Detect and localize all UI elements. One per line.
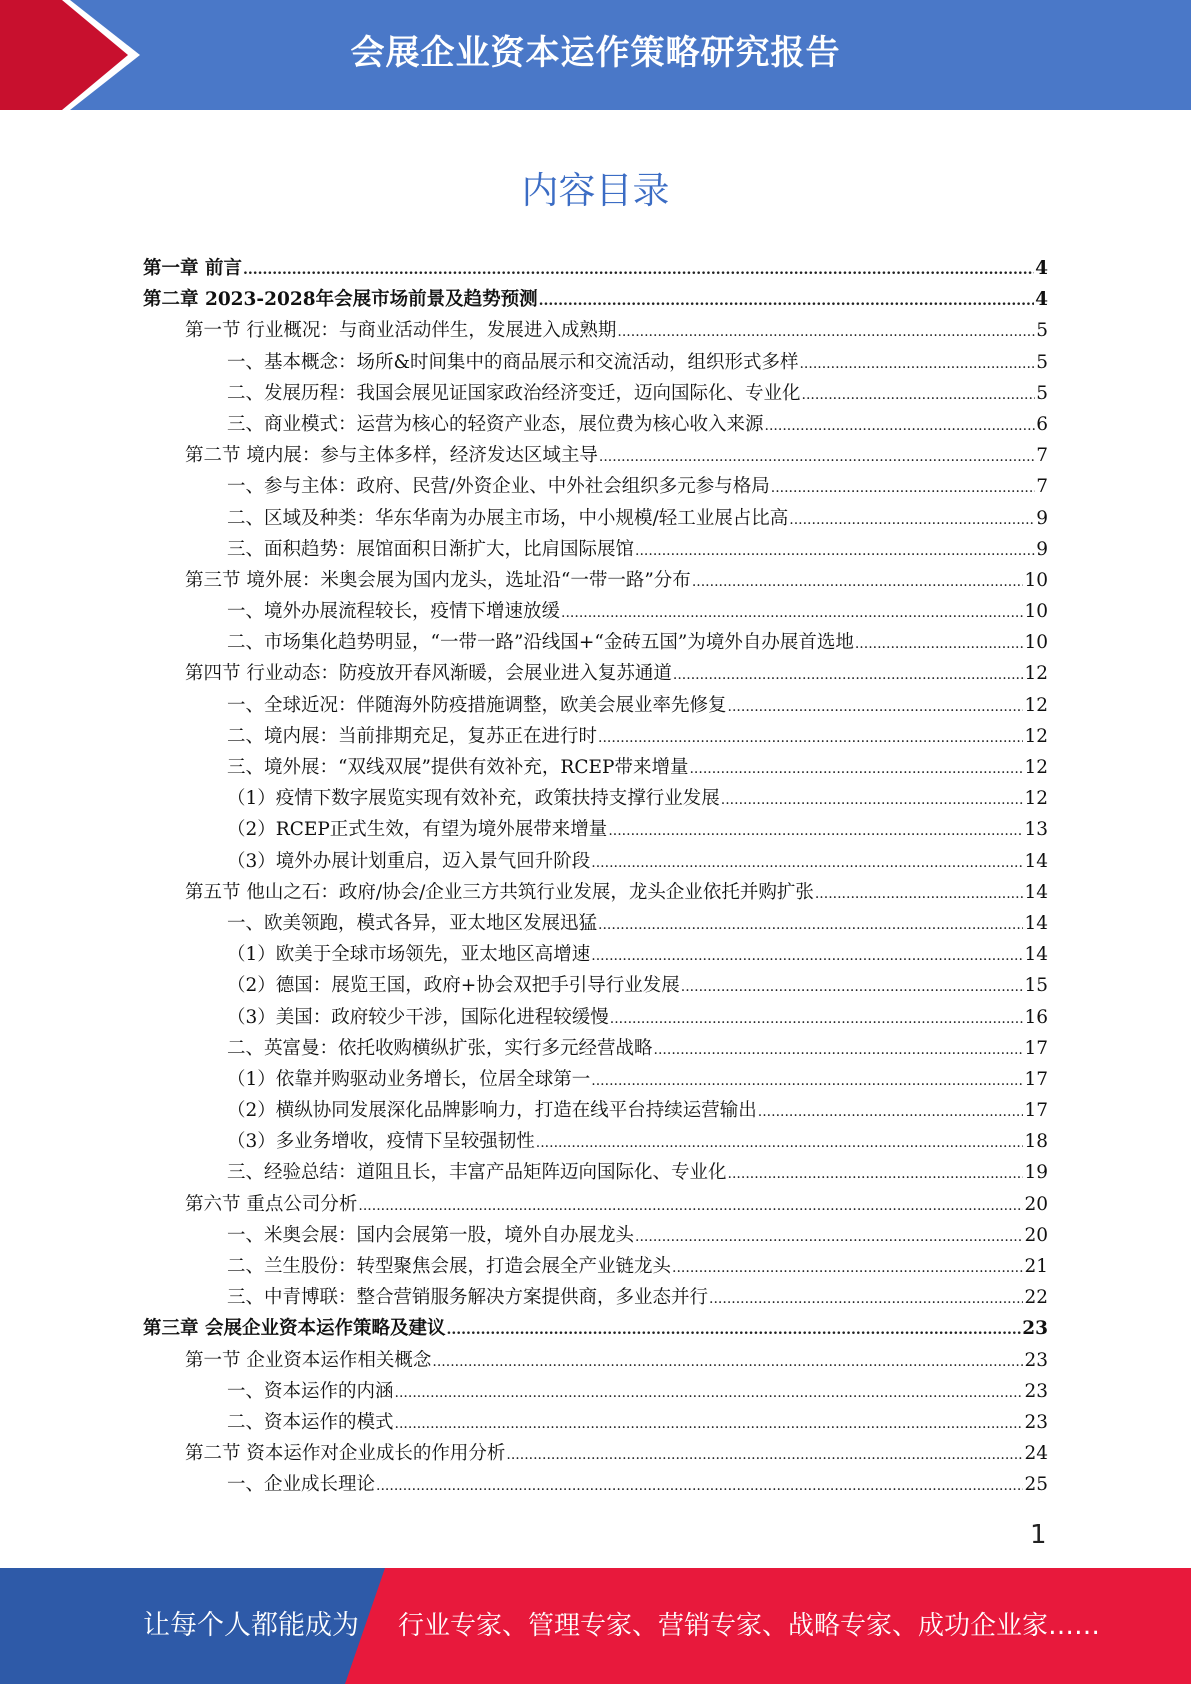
toc-entry-title: 一、资本运作的内涵: [227, 1380, 394, 1402]
toc-entry-title: （1）疫情下数字展览实现有效补充，政策扶持支撑行业发展: [227, 788, 720, 810]
toc-entry[interactable]: [143, 1470, 1048, 1501]
toc-entry-page: 20: [1024, 1224, 1048, 1246]
toc-leader-dots: [591, 855, 1023, 871]
toc-entry-title: （3）美国：政府较少干涉，国际化进程较缓慢: [227, 1006, 609, 1028]
toc-leader-dots: [598, 730, 1023, 746]
toc-entry-page: 21: [1024, 1256, 1048, 1277]
toc-entry[interactable]: [143, 940, 1048, 971]
toc-entry-title: （2）RCEP正式生效，有望为境外展带来增量: [227, 819, 608, 841]
toc-leader-dots: [610, 1011, 1024, 1027]
toc-entry-title: （1）依靠并购驱动业务增长，位居全球第一: [227, 1068, 591, 1090]
toc-entry[interactable]: [143, 472, 1048, 503]
toc-leader-dots: [681, 979, 1024, 995]
toc-entry-title: 第五节 他山之石：政府/协会/企业三方共筑行业发展，龙头企业依托并购扩张: [185, 881, 814, 903]
toc-entry-page: 5: [1036, 320, 1048, 342]
toc-entry-page: 23: [1024, 1380, 1048, 1402]
toc-entry-title: 二、市场集化趋势明显，“一带一路”沿线国+“金砖五国”为境外自办展首选地: [227, 632, 854, 654]
toc-leader-dots: [243, 262, 1034, 278]
page-footer: [0, 1568, 1191, 1684]
toc-entry[interactable]: [143, 1190, 1048, 1221]
toc-entry[interactable]: [143, 628, 1048, 659]
toc-entry-page: 12: [1024, 694, 1048, 716]
toc-entry[interactable]: [143, 1314, 1048, 1345]
toc-entry-title: 一、基本概念：场所&时间集中的商品展示和交流活动，组织形式多样: [227, 351, 799, 373]
toc-leader-dots: [689, 761, 1023, 777]
toc-entry[interactable]: [143, 878, 1048, 909]
toc-entry-page: 14: [1024, 850, 1048, 872]
toc-leader-dots: [608, 823, 1023, 839]
toc-entry[interactable]: [143, 535, 1048, 566]
toc-entry[interactable]: [143, 348, 1048, 379]
report-header: [0, 0, 1191, 110]
toc-entry-title: 第三节 境外展：米奥会展为国内龙头，选址沿“一带一路”分布: [185, 569, 691, 591]
toc-entry-title: 第二节 境内展：参与主体多样，经济发达区域主导: [185, 445, 598, 467]
toc-entry-page: 22: [1024, 1287, 1048, 1309]
toc-entry-title: 二、英富曼：依托收购横纵扩张，实行多元经营战略: [227, 1037, 653, 1059]
toc-entry-page: 13: [1024, 819, 1048, 841]
toc-entry-page: 24: [1024, 1443, 1048, 1465]
toc-leader-dots: [432, 1354, 1023, 1370]
toc-entry-page: 9: [1036, 538, 1048, 560]
toc-entry-page: 5: [1036, 351, 1048, 373]
toc-entry-page: 4: [1035, 289, 1048, 311]
toc-entry-title: 三、境外展：“双线双展”提供有效补充，RCEP带来增量: [227, 757, 689, 778]
toc-entry-title: 第六节 重点公司分析: [185, 1193, 358, 1215]
toc-entry[interactable]: [143, 1158, 1048, 1189]
toc-leader-dots: [855, 636, 1024, 652]
toc-entry-page: 10: [1024, 601, 1048, 623]
toc-entry-page: 23: [1024, 1349, 1048, 1371]
toc-leader-dots: [617, 324, 1035, 340]
toc-entry-title: （1）欧美于全球市场领先，亚太地区高增速: [227, 944, 591, 966]
toc-entry-page: 17: [1024, 1100, 1048, 1122]
toc-entry-page: 14: [1024, 881, 1048, 903]
toc-entry-title: 二、发展历程：我国会展见证国家政治经济变迁，迈向国际化、专业化: [227, 382, 801, 404]
toc-entry-title: （2）德国：展览王国，政府+协会双把手引导行业发展: [227, 975, 680, 997]
toc-entry-page: 17: [1024, 1037, 1048, 1059]
toc-entry[interactable]: [143, 285, 1048, 316]
toc-leader-dots: [771, 480, 1035, 496]
toc-entry[interactable]: [143, 1065, 1048, 1096]
table-of-contents: [143, 254, 1048, 1502]
toc-entry-title: 一、企业成长理论: [227, 1474, 376, 1496]
toc-entry-title: 二、兰生股份：转型聚焦会展，打造会展全产业链龙头: [227, 1256, 672, 1277]
toc-entry[interactable]: [143, 1252, 1048, 1283]
toc-entry-page: 25: [1024, 1474, 1048, 1496]
toc-entry[interactable]: [143, 254, 1048, 285]
toc-entry[interactable]: [143, 1096, 1048, 1127]
toc-entry-title: 第一节 企业资本运作相关概念: [185, 1349, 432, 1371]
toc-entry-title: 第三章 会展企业资本运作策略及建议: [143, 1318, 446, 1340]
toc-leader-dots: [635, 543, 1035, 559]
toc-entry-page: 9: [1036, 507, 1048, 529]
toc-entry-page: 12: [1024, 757, 1048, 778]
toc-entry-page: 10: [1024, 569, 1048, 591]
toc-leader-dots: [654, 1042, 1024, 1058]
toc-leader-dots: [721, 792, 1024, 808]
toc-entry-page: 12: [1024, 663, 1048, 685]
toc-leader-dots: [728, 699, 1024, 715]
toc-entry[interactable]: [143, 316, 1048, 347]
toc-entry[interactable]: [143, 722, 1048, 753]
toc-entry-page: 20: [1024, 1193, 1048, 1215]
toc-entry[interactable]: [143, 971, 1048, 1002]
toc-leader-dots: [506, 1447, 1023, 1463]
footer-slogan-left: 让每个人都能成为: [143, 1610, 359, 1641]
toc-entry-page: 16: [1024, 1006, 1048, 1028]
toc-entry-page: 4: [1035, 258, 1048, 279]
toc-entry[interactable]: [143, 659, 1048, 690]
toc-entry[interactable]: [143, 379, 1048, 410]
toc-leader-dots: [758, 1104, 1024, 1120]
footer-slogan-right: 行业专家、管理专家、营销专家、战略专家、成功企业家……: [398, 1611, 1101, 1641]
toc-heading: 内容目录: [521, 169, 670, 212]
toc-entry-title: 一、欧美领跑，模式各异，亚太地区发展迅猛: [227, 912, 598, 934]
toc-leader-dots: [376, 1478, 1023, 1494]
toc-entry-title: （2）横纵协同发展深化品牌影响力，打造在线平台持续运营输出: [227, 1100, 757, 1122]
toc-leader-dots: [395, 1416, 1024, 1432]
toc-entry[interactable]: [143, 1408, 1048, 1439]
toc-leader-dots: [815, 886, 1024, 902]
toc-entry[interactable]: [143, 1127, 1048, 1158]
toc-entry[interactable]: [143, 1283, 1048, 1314]
toc-entry-title: 三、经验总结：道阻且长，丰富产品矩阵迈向国际化、专业化: [227, 1162, 727, 1184]
toc-entry-title: 第一节 行业概况：与商业活动伴生，发展进入成熟期: [185, 320, 617, 342]
toc-entry[interactable]: [143, 597, 1048, 628]
toc-entry-page: 15: [1024, 975, 1048, 997]
toc-entry-title: 一、境外办展流程较长，疫情下增速放缓: [227, 601, 561, 623]
toc-entry[interactable]: [143, 566, 1048, 597]
toc-leader-dots: [728, 1166, 1024, 1182]
toc-entry-page: 10: [1024, 632, 1048, 654]
toc-entry[interactable]: [143, 815, 1048, 846]
toc-leader-dots: [599, 449, 1035, 465]
toc-entry-page: 6: [1036, 413, 1048, 435]
toc-entry[interactable]: [143, 1221, 1048, 1252]
toc-leader-dots: [561, 605, 1023, 621]
toc-entry-title: 一、全球近况：伴随海外防疫措施调整，欧美会展业率先修复: [227, 694, 727, 716]
toc-entry[interactable]: [143, 1034, 1048, 1065]
toc-entry-page: 23: [1022, 1318, 1048, 1340]
toc-entry-title: 三、面积趋势：展馆面积日渐扩大，比肩国际展馆: [227, 538, 635, 560]
report-title: 会展企业资本运作策略研究报告: [350, 33, 841, 73]
toc-leader-dots: [765, 418, 1036, 434]
toc-entry-title: 一、米奥会展：国内会展第一股，境外自办展龙头: [227, 1224, 635, 1246]
toc-entry-title: （3）多业务增收，疫情下呈较强韧性: [227, 1131, 535, 1153]
toc-entry[interactable]: [143, 1377, 1048, 1408]
toc-leader-dots: [539, 293, 1035, 309]
toc-leader-dots: [709, 1291, 1023, 1307]
toc-entry-page: 18: [1024, 1131, 1048, 1153]
toc-entry[interactable]: [143, 504, 1048, 535]
toc-leader-dots: [673, 667, 1024, 683]
toc-leader-dots: [446, 1322, 1021, 1338]
toc-leader-dots: [536, 1135, 1024, 1151]
toc-entry-page: 7: [1036, 445, 1048, 467]
toc-entry[interactable]: [143, 1346, 1048, 1377]
toc-entry-title: 二、境内展：当前排期充足，复苏正在进行时: [227, 725, 598, 747]
toc-entry-title: 三、中青博联：整合营销服务解决方案提供商，多业态并行: [227, 1287, 709, 1309]
toc-entry[interactable]: [143, 441, 1048, 472]
toc-entry[interactable]: [143, 784, 1048, 815]
toc-entry[interactable]: [143, 1439, 1048, 1470]
toc-entry-page: 7: [1036, 476, 1048, 498]
toc-leader-dots: [635, 1229, 1023, 1245]
toc-entry-title: 二、区域及种类：华东华南为办展主市场，中小规模/轻工业展占比高: [227, 507, 789, 529]
toc-entry-page: 12: [1024, 725, 1048, 747]
toc-leader-dots: [802, 387, 1036, 403]
toc-entry-title: 第二章 2023-2028年会展市场前景及趋势预测: [143, 289, 538, 311]
toc-entry[interactable]: [143, 753, 1048, 784]
toc-entry-title: 一、参与主体：政府、民营/外资企业、中外社会组织多元参与格局: [227, 476, 770, 498]
toc-entry-title: 第四节 行业动态：防疫放开春风渐暖，会展业进入复苏通道: [185, 663, 672, 685]
toc-entry-page: 17: [1024, 1068, 1048, 1090]
toc-entry-page: 14: [1024, 912, 1048, 934]
toc-entry[interactable]: [143, 410, 1048, 441]
toc-leader-dots: [672, 1260, 1023, 1276]
toc-entry-title: 二、资本运作的模式: [227, 1411, 394, 1433]
toc-entry-page: 23: [1024, 1411, 1048, 1433]
toc-leader-dots: [799, 356, 1035, 372]
toc-leader-dots: [598, 917, 1023, 933]
toc-entry[interactable]: [143, 847, 1048, 878]
page-number: 1: [1030, 1520, 1047, 1550]
toc-entry-title: 第二节 资本运作对企业成长的作用分析: [185, 1443, 506, 1465]
toc-entry[interactable]: [143, 1003, 1048, 1034]
toc-entry[interactable]: [143, 909, 1048, 940]
toc-entry-page: 19: [1024, 1162, 1048, 1184]
toc-leader-dots: [591, 948, 1023, 964]
toc-entry[interactable]: [143, 691, 1048, 722]
toc-entry-page: 14: [1024, 944, 1048, 966]
toc-leader-dots: [358, 1198, 1023, 1214]
toc-entry-title: 三、商业模式：运营为核心的轻资产业态，展位费为核心收入来源: [227, 413, 764, 435]
toc-leader-dots: [591, 1073, 1023, 1089]
toc-leader-dots: [395, 1385, 1024, 1401]
toc-entry-title: （3）境外办展计划重启，迈入景气回升阶段: [227, 850, 591, 872]
toc-entry-page: 5: [1036, 382, 1048, 404]
toc-leader-dots: [789, 512, 1035, 528]
toc-entry-page: 12: [1024, 788, 1048, 810]
toc-entry-title: 第一章 前言: [143, 258, 242, 279]
toc-leader-dots: [692, 574, 1024, 590]
